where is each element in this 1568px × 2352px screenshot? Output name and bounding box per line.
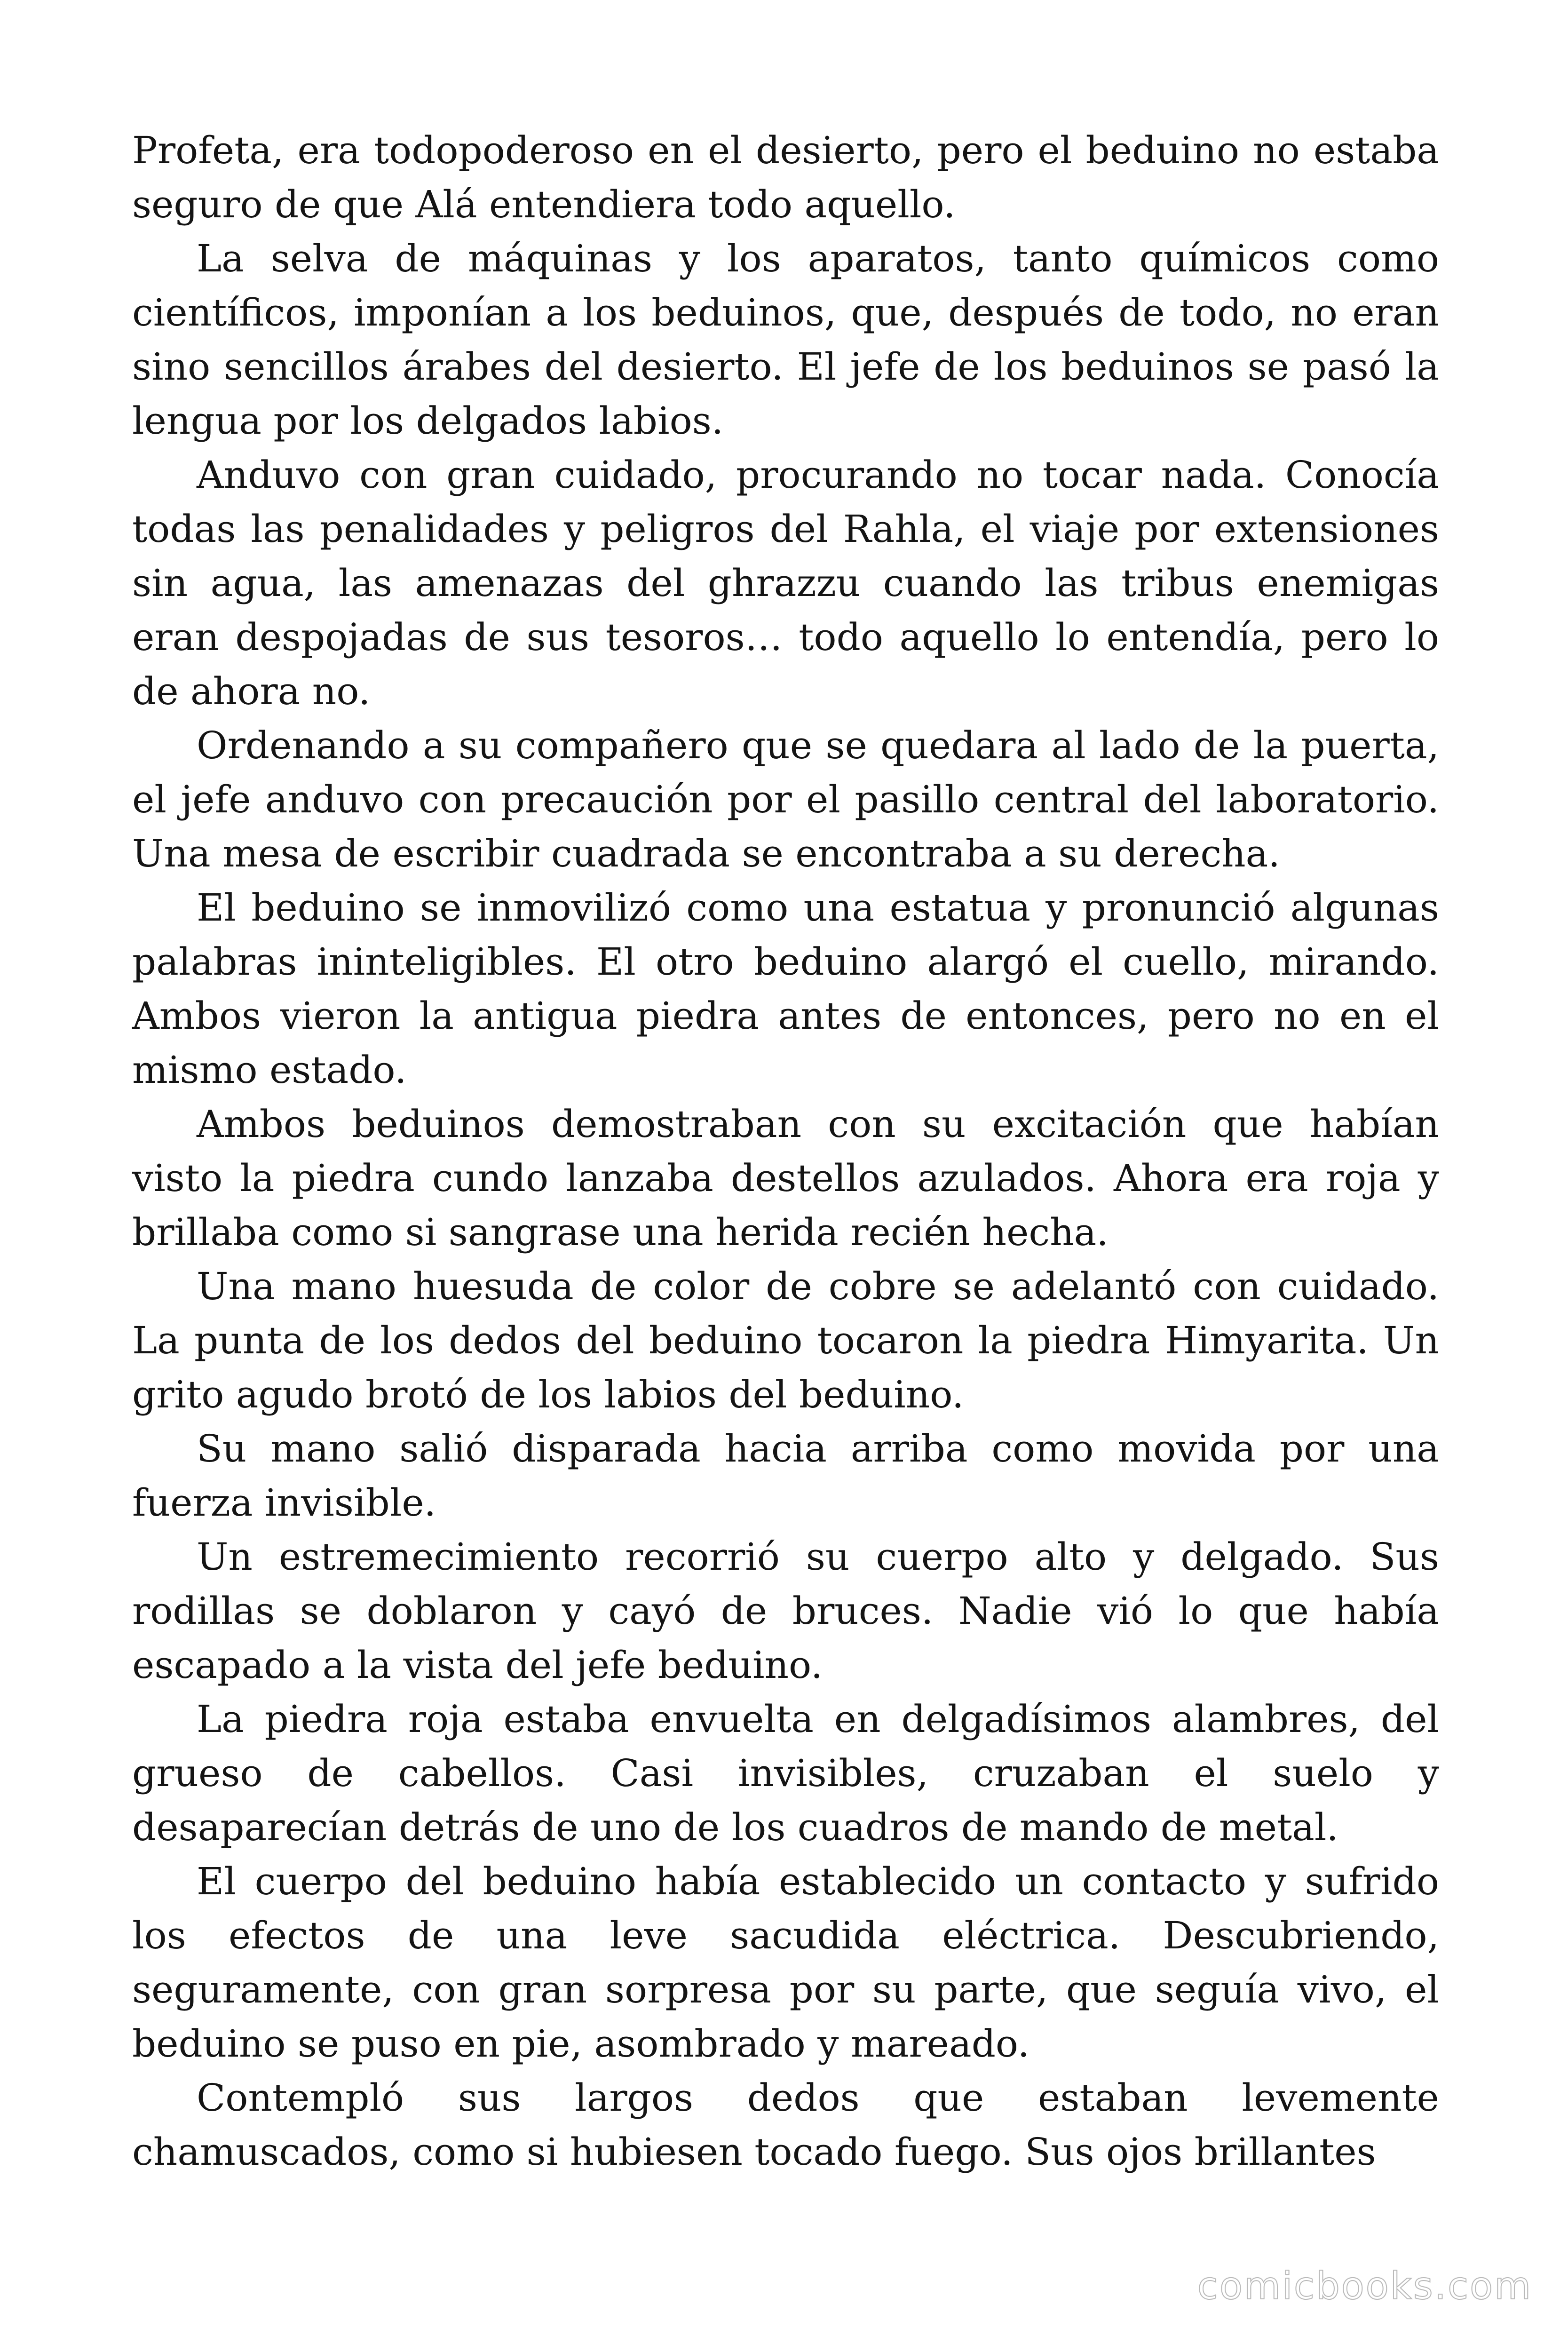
paragraph: La selva de máquinas y los aparatos, tanto químicos como científicos, imponían a los beduinos, que, después de todo, no eran sino sencillos árabes del desierto. El jefe de los beduinos se pasó la lengua por los delgados labios. [132, 237, 1439, 443]
paragraph: Ambos beduinos demostraban con su excitación que habían visto la piedra cundo lanzaba destellos azulados. Ahora era roja y brillaba como si sangrase una herida recién hecha. [132, 1102, 1439, 1254]
paragraph: Contempló sus largos dedos que estaban levemente chamuscados, como si hubiesen tocado fuego. Sus ojos brillantes [132, 2076, 1439, 2174]
paragraph: Su mano salió disparada hacia arriba como movida por una fuerza invisible. [132, 1427, 1439, 1525]
paragraph: El beduino se inmovilizó como una estatua y pronunció algunas palabras ininteligibles. El otro beduino alargó el cuello, mirando. Ambos vieron la antigua piedra antes de entonces, pero no en el mismo estado. [132, 886, 1439, 1092]
paragraph: Un estremecimiento recorrió su cuerpo alto y delgado. Sus rodillas se doblaron y cayó de bruces. Nadie vió lo que había escapado a la vista del jefe beduino. [132, 1535, 1439, 1687]
paragraph: Profeta, era todopoderoso en el desierto, pero el beduino no estaba seguro de que Alá entendiera todo aquello. [132, 128, 1439, 226]
paragraph: La piedra roja estaba envuelta en delgadísimos alambres, del grueso de cabellos. Casi invisibles, cruzaban el suelo y desaparecían detrás de uno de los cuadros de mando de metal. [132, 1697, 1439, 1849]
paragraph: Una mano huesuda de color de cobre se adelantó con cuidado. La punta de los dedos del beduino tocaron la piedra Himyarita. Un grito agudo brotó de los labios del beduino. [132, 1264, 1439, 1416]
paragraph: Anduvo con gran cuidado, procurando no tocar nada. Conocía todas las penalidades y peligros del Rahla, el viaje por extensiones sin agua, las amenazas del ghrazzu cuando las tribus enemigas eran despojadas de sus tesoros… todo aquello lo entendía, pero lo de ahora no. [132, 453, 1439, 713]
paragraph: Ordenando a su compañero que se quedara al lado de la puerta, el jefe anduvo con precaución por el pasillo central del laboratorio. Una mesa de escribir cuadrada se encontraba a su derecha. [132, 723, 1439, 875]
paragraph: El cuerpo del beduino había establecido un contacto y sufrido los efectos de una leve sacudida eléctrica. Descubriendo, seguramente, con gran sorpresa por su parte, que seguía vivo, el beduino se puso en pie, asombrado y mareado. [132, 1859, 1439, 2066]
watermark: comicbooks.com [1197, 2264, 1532, 2308]
page-text [132, 123, 1439, 2179]
